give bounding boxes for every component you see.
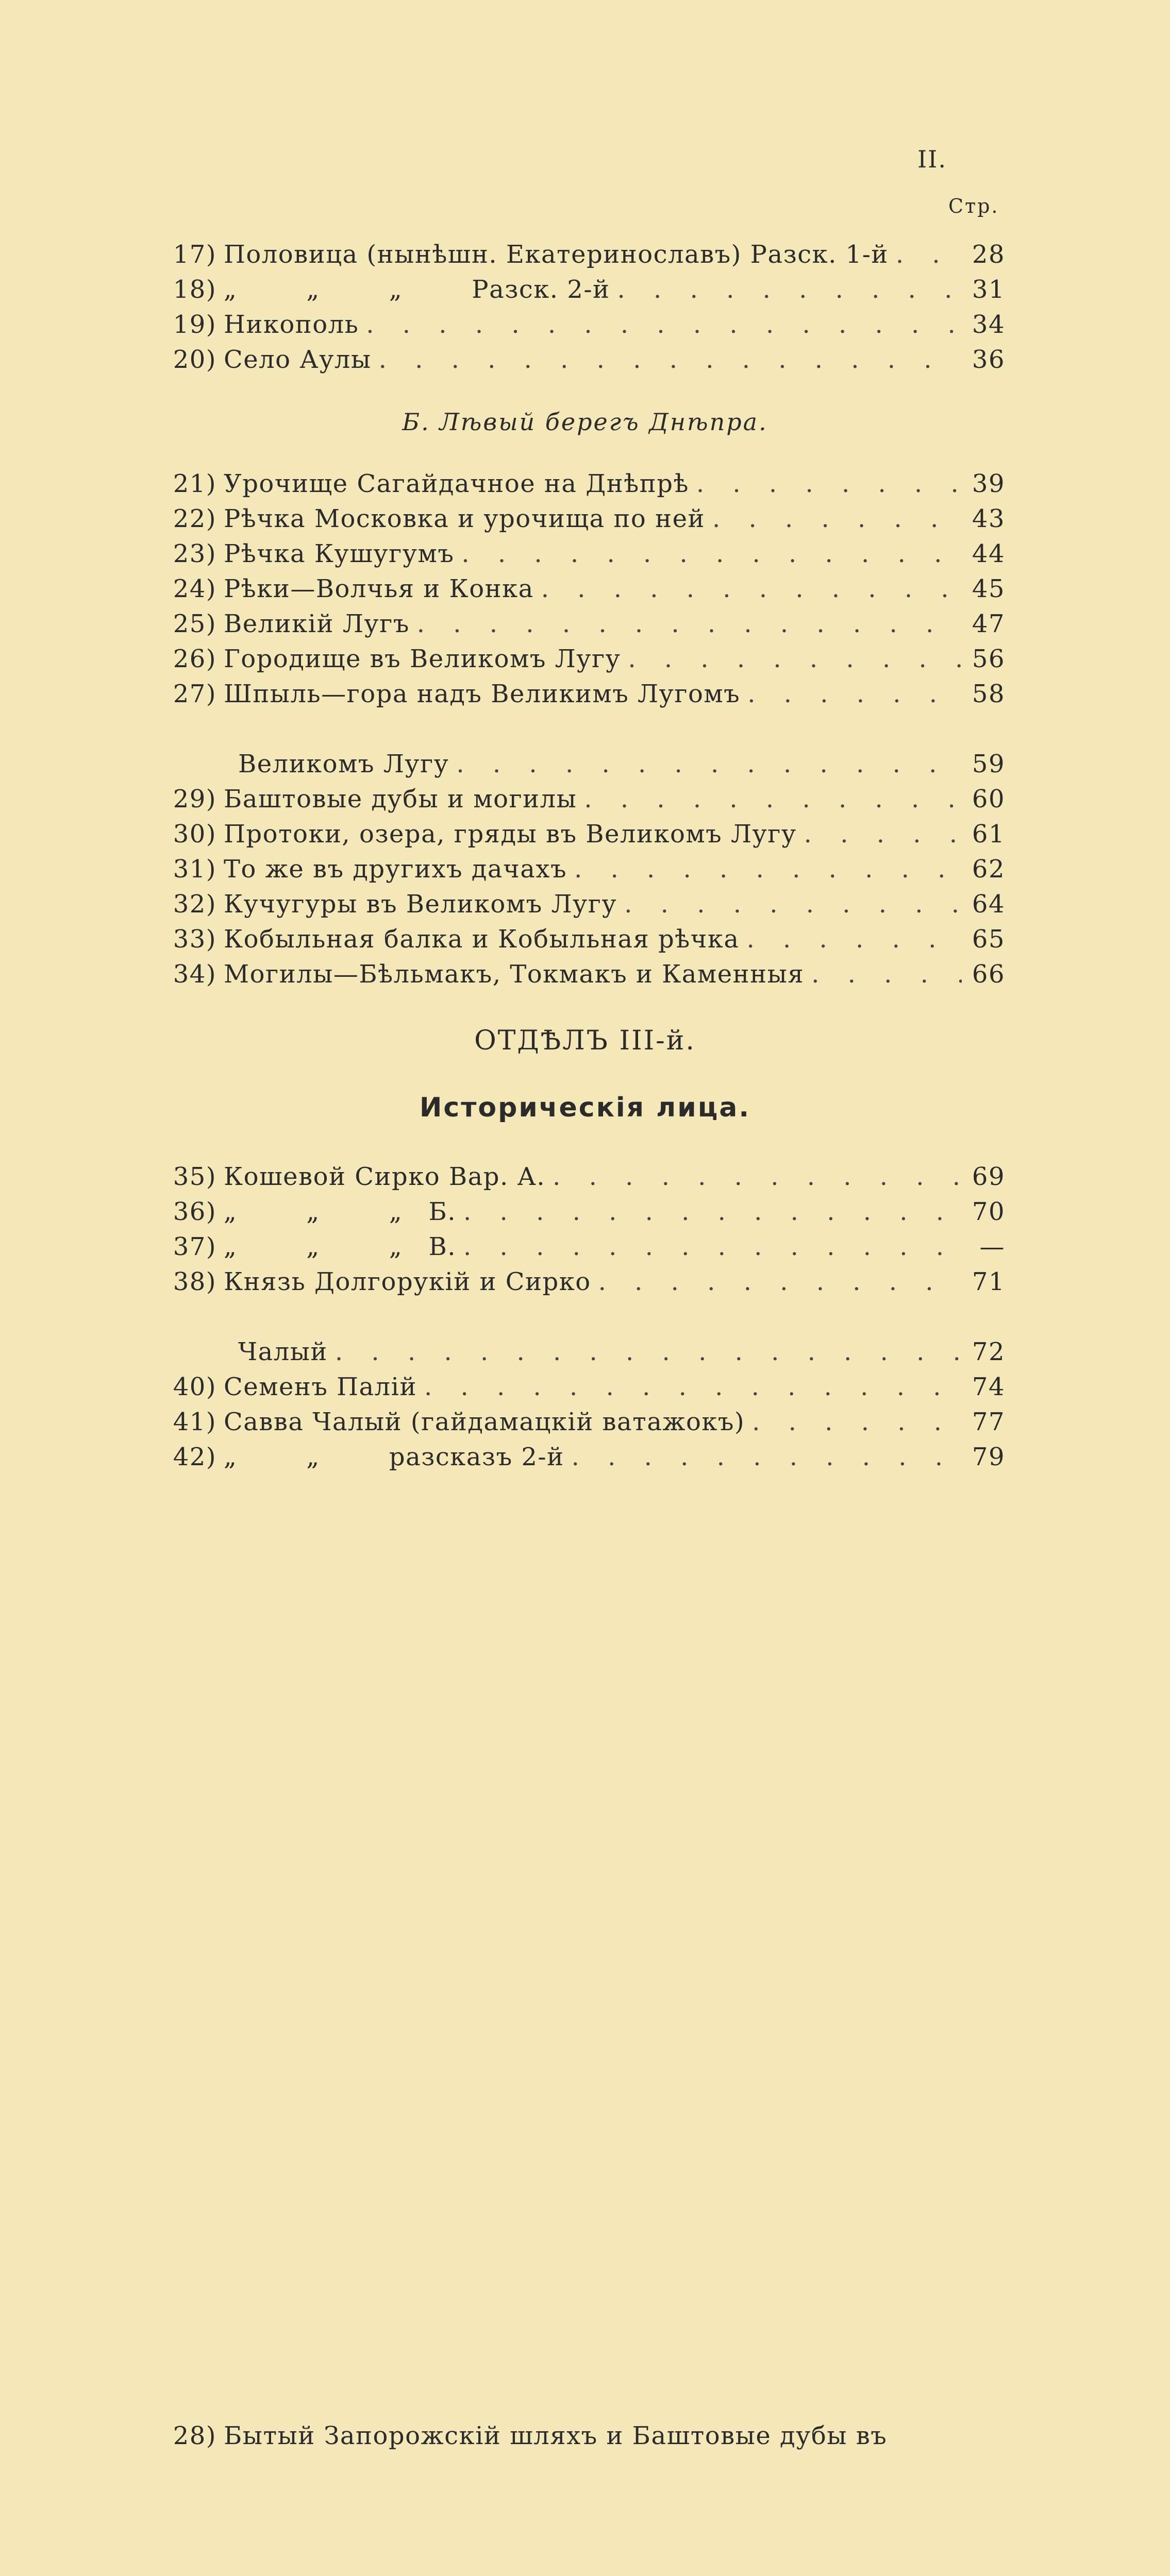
entry-title: Село Аулы: [224, 345, 372, 374]
dot-leader: [628, 641, 962, 676]
entry-title: Князь Долгорукій и Сирко: [224, 1267, 591, 1296]
toc-entry: [160, 307, 1005, 342]
toc-entry: [160, 1194, 1005, 1229]
dot-leader: [461, 536, 962, 571]
toc-entry: [160, 817, 1005, 852]
entry-page: 58: [972, 680, 1005, 708]
entry-title: Урочище Сагайдачное на Днѣпрѣ: [224, 469, 689, 498]
entry-page: 64: [972, 890, 1005, 919]
entry-number: 36): [173, 1197, 216, 1226]
entry-title: Рѣки—Волчья и Конка: [224, 574, 534, 603]
dot-leader: [896, 237, 962, 272]
toc-entry: [160, 957, 1005, 992]
entry-page: 28: [972, 240, 1005, 269]
dot-leader: [456, 747, 962, 782]
entry-page: 47: [972, 609, 1005, 638]
toc-entry: [160, 272, 1005, 307]
entry-page: 70: [972, 1197, 1005, 1226]
subsection-heading: Б. Лѣвый берегъ Днѣпра.: [402, 408, 768, 436]
dot-leader: [747, 922, 962, 957]
dot-leader: [804, 817, 962, 852]
entry-title: Рѣчка Московка и урочища по ней: [224, 504, 705, 533]
entry-page: 79: [972, 1443, 1005, 1471]
entry-number: 38): [173, 1267, 216, 1296]
page-number: II.: [917, 145, 947, 173]
entry-number: 35): [173, 1162, 216, 1191]
entry-page: [915, 1299, 951, 2576]
entry-title: Рѣчка Кушугумъ: [224, 539, 455, 568]
dot-leader: [572, 1439, 962, 1475]
toc-entry: [160, 1159, 1005, 1194]
entry-page: 45: [972, 574, 1005, 603]
toc-block-3: [160, 1159, 1005, 1475]
toc-entry: [160, 237, 1005, 272]
entry-page: 62: [972, 855, 1005, 884]
toc-entry: [160, 536, 1005, 571]
entry-page: —: [979, 1232, 1005, 1261]
toc-entry: [160, 1439, 1005, 1475]
entry-page: 43: [972, 504, 1005, 533]
toc-entry: [160, 501, 1005, 536]
entry-number: 18): [173, 275, 216, 304]
toc-entry-continuation: [160, 1334, 1005, 1369]
toc-entry: [160, 606, 1005, 641]
entry-title: Великомъ Лугу: [238, 750, 449, 778]
entry-title: Кобыльная балка и Кобыльная рѣчка: [224, 925, 740, 954]
toc-entry: [160, 887, 1005, 922]
entry-page: 60: [972, 785, 1005, 814]
entry-title: Чалый: [238, 1337, 328, 1366]
entry-number: 30): [173, 820, 216, 849]
entry-title: Великій Лугъ: [224, 609, 410, 638]
entry-page: 56: [972, 645, 1005, 673]
toc-entry: [160, 1369, 1005, 1404]
toc-entry: [160, 1229, 1005, 1264]
entry-title: Баштовые дубы и могилы: [224, 785, 577, 814]
entry-page: 39: [972, 469, 1005, 498]
dot-leader: [366, 307, 962, 342]
entry-page: 61: [972, 820, 1005, 849]
toc-entry: [160, 1264, 1005, 1299]
entry-number: 25): [173, 609, 216, 638]
entry-page: 31: [972, 275, 1005, 304]
toc-entry: [160, 852, 1005, 887]
entry-page: 72: [972, 1337, 1005, 1366]
dot-leader: [598, 1264, 962, 1299]
entry-title: Семенъ Палій: [224, 1372, 417, 1401]
entry-number: 17): [173, 240, 216, 269]
entry-page: 44: [972, 539, 1005, 568]
entry-title: Кучугуры въ Великомъ Лугу: [224, 890, 617, 919]
entry-page: 34: [972, 310, 1005, 339]
dot-leader: [553, 1159, 962, 1194]
dot-leader: [417, 606, 962, 641]
entry-title: Городище въ Великомъ Лугу: [224, 645, 621, 673]
entry-page: 74: [972, 1372, 1005, 1401]
entry-number: 32): [173, 890, 216, 919]
entry-number: 42): [173, 1443, 216, 1471]
toc-block-1: [160, 237, 1005, 377]
toc-entry: [160, 571, 1005, 606]
entry-title: „ „ „ В.: [224, 1232, 457, 1261]
entry-title: Половица (нынѣшн. Екатеринославъ) Разск. 1-й: [224, 240, 889, 269]
entry-title: То же въ другихъ дачахъ: [224, 855, 567, 884]
entry-number: 34): [173, 960, 216, 989]
entry-number: 28): [173, 2421, 216, 2450]
page-column-label: Стр.: [948, 195, 999, 217]
toc-entry: [160, 922, 1005, 957]
toc-entry-continuation: [160, 747, 1005, 782]
dot-leader: [463, 1229, 962, 1264]
entry-number: 23): [173, 539, 216, 568]
entry-number: 20): [173, 345, 216, 374]
entry-title: „ „ „ Б.: [224, 1197, 457, 1226]
dot-leader: [811, 957, 962, 992]
entry-title: Шпыль—гора надъ Великимъ Лугомъ: [224, 680, 741, 708]
entry-title: „ „ „ Разск. 2-й: [224, 275, 610, 304]
section-title: ОТДѢЛЪ III-й.: [474, 1025, 696, 1056]
dot-leader: [424, 1369, 962, 1404]
dot-leader: [379, 342, 962, 377]
dot-leader: [617, 272, 962, 307]
entry-page: 59: [972, 750, 1005, 778]
entry-page: 69: [972, 1162, 1005, 1191]
entry-number: 41): [173, 1408, 216, 1436]
entry-page: 71: [972, 1267, 1005, 1296]
entry-title: „ „ разсказъ 2-й: [224, 1443, 564, 1471]
entry-number: 22): [173, 504, 216, 533]
toc-entry: [160, 782, 1005, 817]
entry-title: Кошевой Сирко Вар. А.: [224, 1162, 546, 1191]
toc-entry: [160, 676, 1005, 711]
entry-number: 27): [173, 680, 216, 708]
entry-number: 37): [173, 1232, 216, 1261]
entry-number: 24): [173, 574, 216, 603]
entry-number: 29): [173, 785, 216, 814]
entry-number: 31): [173, 855, 216, 884]
toc-entry: [160, 466, 1005, 501]
toc-entry: [160, 1404, 1005, 1439]
entry-number: 40): [173, 1372, 216, 1401]
entry-number: 33): [173, 925, 216, 954]
dot-leader: [696, 466, 962, 501]
entry-title: Никополь: [224, 310, 359, 339]
entry-page: 77: [972, 1408, 1005, 1436]
dot-leader: [335, 1334, 962, 1369]
entry-title: Бытый Запорожскій шляхъ и Баштовые дубы въ: [224, 2421, 888, 2450]
dot-leader: [463, 1194, 962, 1229]
toc-entry: [160, 1299, 1005, 1334]
toc-entry: [160, 641, 1005, 676]
dot-leader: [541, 571, 962, 606]
entry-title: Протоки, озера, гряды въ Великомъ Лугу: [224, 820, 797, 849]
entry-page: 66: [972, 960, 1005, 989]
entry-title: Могилы—Бѣльмакъ, Токмакъ и Каменныя: [224, 960, 805, 989]
entry-number: 21): [173, 469, 216, 498]
entry-page: 36: [972, 345, 1005, 374]
dot-leader: [712, 501, 962, 536]
dot-leader: [747, 676, 962, 711]
entry-number: 19): [173, 310, 216, 339]
entry-page: 65: [972, 925, 1005, 954]
entry-title: Савва Чалый (гайдамацкій ватажокъ): [224, 1408, 745, 1436]
section-subtitle: Историческія лица.: [419, 1092, 751, 1123]
toc-entry: [160, 342, 1005, 377]
entry-number: 26): [173, 645, 216, 673]
